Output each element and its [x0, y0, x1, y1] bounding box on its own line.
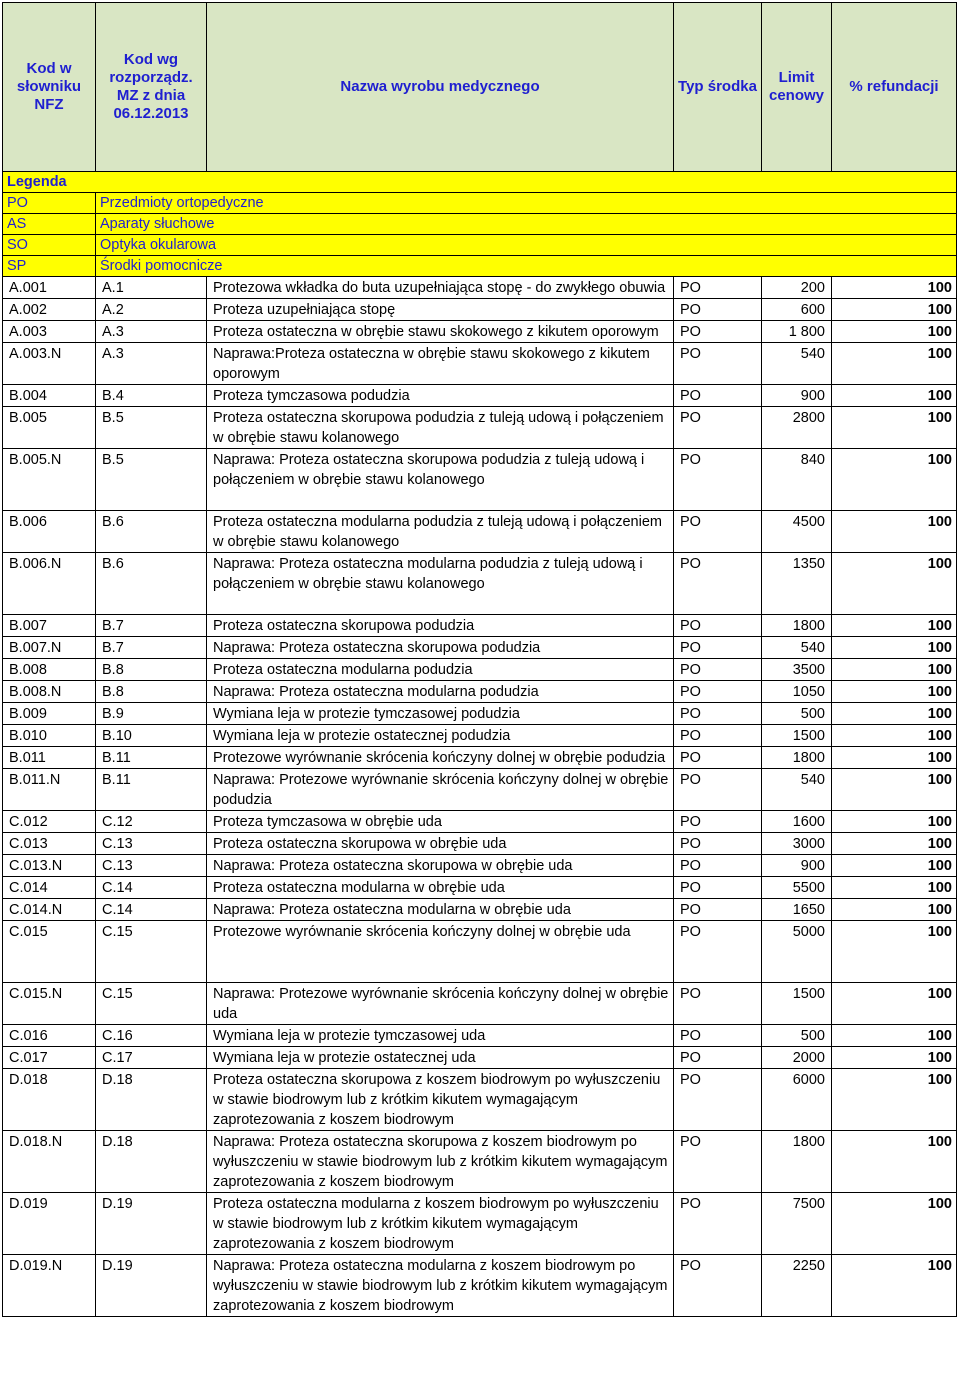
type-cell: PO	[674, 299, 762, 321]
refund-cell: 100	[832, 321, 957, 343]
refund-cell: 100	[832, 747, 957, 769]
limit-cell: 900	[762, 855, 832, 877]
type-cell: PO	[674, 343, 762, 385]
product-name-cell: Protezowe wyrównanie skrócenia kończyny dolnej w obrębie podudzia	[207, 747, 674, 769]
type-cell: PO	[674, 553, 762, 615]
refund-cell: 100	[832, 277, 957, 299]
limit-cell: 1050	[762, 681, 832, 703]
type-cell: PO	[674, 725, 762, 747]
type-cell: PO	[674, 811, 762, 833]
nfz-code-cell: C.014	[3, 877, 96, 899]
limit-cell: 200	[762, 277, 832, 299]
table-row	[3, 769, 957, 811]
mz-code-cell: C.15	[96, 921, 207, 983]
refund-cell: 100	[832, 553, 957, 615]
table-row	[3, 681, 957, 703]
product-name-cell: Naprawa:Proteza ostateczna w obrębie stawu skokowego z kikutem oporowym	[207, 343, 674, 385]
nfz-code-cell: D.018	[3, 1069, 96, 1131]
mz-code-cell: B.7	[96, 637, 207, 659]
nfz-code-cell: C.013.N	[3, 855, 96, 877]
table-row	[3, 1069, 957, 1131]
product-name-cell: Proteza ostateczna skorupowa z koszem biodrowym po wyłuszczeniu w stawie biodrowym lub z krótkim kikutem wymagającym zaprotezowania z koszem biodrowym	[207, 1069, 674, 1131]
product-name-cell: Naprawa: Proteza ostateczna modularna z koszem biodrowym po wyłuszczeniu w stawie biodrowym lub z krótkim kikutem wymagającym zaprotezowania z koszem biodrowym	[207, 1255, 674, 1317]
limit-cell: 540	[762, 343, 832, 385]
legend-title: Legenda	[3, 172, 957, 193]
type-cell: PO	[674, 511, 762, 553]
refund-cell: 100	[832, 1255, 957, 1317]
legend-label: Przedmioty ortopedyczne	[96, 193, 957, 214]
legend-code: SP	[3, 256, 96, 277]
legend-label: Środki pomocnicze	[96, 256, 957, 277]
product-name-cell: Naprawa: Proteza ostateczna skorupowa w obrębie uda	[207, 855, 674, 877]
type-cell: PO	[674, 899, 762, 921]
product-name-cell: Proteza ostateczna skorupowa podudzia	[207, 615, 674, 637]
product-name-cell: Naprawa: Proteza ostateczna modularna podudzia	[207, 681, 674, 703]
limit-cell: 900	[762, 385, 832, 407]
mz-code-cell: B.8	[96, 681, 207, 703]
nfz-code-cell: B.006.N	[3, 553, 96, 615]
nfz-code-cell: B.011	[3, 747, 96, 769]
table-row	[3, 921, 957, 983]
product-name-cell: Proteza ostateczna modularna z koszem biodrowym po wyłuszczeniu w stawie biodrowym lub z krótkim kikutem wymagającym zaprotezowania z koszem biodrowym	[207, 1193, 674, 1255]
mz-code-cell: B.6	[96, 511, 207, 553]
table-row	[3, 659, 957, 681]
nfz-code-cell: D.019	[3, 1193, 96, 1255]
type-cell: PO	[674, 833, 762, 855]
limit-cell: 840	[762, 449, 832, 511]
refund-cell: 100	[832, 921, 957, 983]
mz-code-cell: B.7	[96, 615, 207, 637]
product-name-cell: Proteza ostateczna skorupowa w obrębie uda	[207, 833, 674, 855]
table-row	[3, 1025, 957, 1047]
type-cell: PO	[674, 769, 762, 811]
nfz-code-cell: B.005.N	[3, 449, 96, 511]
refund-cell: 100	[832, 983, 957, 1025]
mz-code-cell: C.14	[96, 877, 207, 899]
legend	[3, 172, 957, 277]
nfz-code-cell: A.002	[3, 299, 96, 321]
type-cell: PO	[674, 747, 762, 769]
refund-cell: 100	[832, 1131, 957, 1193]
limit-cell: 1800	[762, 615, 832, 637]
nfz-code-cell: C.015.N	[3, 983, 96, 1025]
table-row	[3, 747, 957, 769]
limit-cell: 540	[762, 769, 832, 811]
mz-code-cell: B.5	[96, 449, 207, 511]
nfz-code-cell: C.017	[3, 1047, 96, 1069]
mz-code-cell: A.2	[96, 299, 207, 321]
product-name-cell: Proteza ostateczna w obrębie stawu skokowego z kikutem oporowym	[207, 321, 674, 343]
refund-cell: 100	[832, 703, 957, 725]
table-row	[3, 877, 957, 899]
refund-cell: 100	[832, 299, 957, 321]
type-cell: PO	[674, 855, 762, 877]
mz-code-cell: B.8	[96, 659, 207, 681]
mz-code-cell: B.11	[96, 747, 207, 769]
product-name-cell: Naprawa: Proteza ostateczna skorupowa z koszem biodrowym po wyłuszczeniu w stawie biodrowym lub z krótkim kikutem wymagającym zaprotezowania z koszem biodrowym	[207, 1131, 674, 1193]
limit-cell: 500	[762, 1025, 832, 1047]
table-row	[3, 1193, 957, 1255]
limit-cell: 6000	[762, 1069, 832, 1131]
mz-code-cell: C.16	[96, 1025, 207, 1047]
type-cell: PO	[674, 449, 762, 511]
type-cell: PO	[674, 321, 762, 343]
items-body	[3, 277, 957, 1317]
table-row	[3, 511, 957, 553]
refund-cell: 100	[832, 511, 957, 553]
product-name-cell: Proteza tymczasowa podudzia	[207, 385, 674, 407]
mz-code-cell: C.17	[96, 1047, 207, 1069]
nfz-code-cell: B.008.N	[3, 681, 96, 703]
refund-cell: 100	[832, 725, 957, 747]
nfz-code-cell: A.001	[3, 277, 96, 299]
table-row	[3, 725, 957, 747]
mz-code-cell: C.12	[96, 811, 207, 833]
limit-cell: 2250	[762, 1255, 832, 1317]
nfz-code-cell: A.003	[3, 321, 96, 343]
mz-code-cell: C.14	[96, 899, 207, 921]
limit-cell: 1500	[762, 725, 832, 747]
product-name-cell: Proteza ostateczna modularna podudzia	[207, 659, 674, 681]
type-cell: PO	[674, 1025, 762, 1047]
limit-cell: 500	[762, 703, 832, 725]
limit-cell: 2800	[762, 407, 832, 449]
nfz-code-cell: B.010	[3, 725, 96, 747]
header-product-name: Nazwa wyrobu medycznego	[207, 3, 674, 172]
mz-code-cell: B.9	[96, 703, 207, 725]
table-row	[3, 385, 957, 407]
header-mz-code: Kod wg rozporządz. MZ z dnia 06.12.2013	[96, 3, 207, 172]
legend-code: AS	[3, 214, 96, 235]
limit-cell: 1350	[762, 553, 832, 615]
mz-code-cell: A.3	[96, 343, 207, 385]
refund-cell: 100	[832, 877, 957, 899]
product-name-cell: Naprawa: Proteza ostateczna modularna w obrębie uda	[207, 899, 674, 921]
mz-code-cell: A.3	[96, 321, 207, 343]
product-name-cell: Naprawa: Proteza ostateczna modularna podudzia z tuleją udową i połączeniem w obrębie stawu kolanowego	[207, 553, 674, 615]
type-cell: PO	[674, 1069, 762, 1131]
mz-code-cell: C.15	[96, 983, 207, 1025]
nfz-code-cell: B.004	[3, 385, 96, 407]
mz-code-cell: D.19	[96, 1193, 207, 1255]
header-limit: Limit cenowy	[762, 3, 832, 172]
refund-cell: 100	[832, 385, 957, 407]
refund-cell: 100	[832, 343, 957, 385]
legend-label: Aparaty słuchowe	[96, 214, 957, 235]
nfz-code-cell: C.015	[3, 921, 96, 983]
limit-cell: 1600	[762, 811, 832, 833]
product-name-cell: Proteza ostateczna skorupowa podudzia z tuleją udową i połączeniem w obrębie stawu kolanowego	[207, 407, 674, 449]
table-row	[3, 449, 957, 511]
refund-cell: 100	[832, 1047, 957, 1069]
nfz-code-cell: A.003.N	[3, 343, 96, 385]
nfz-code-cell: B.008	[3, 659, 96, 681]
limit-cell: 600	[762, 299, 832, 321]
product-name-cell: Naprawa: Protezowe wyrównanie skrócenia kończyny dolnej w obrębie uda	[207, 983, 674, 1025]
product-name-cell: Proteza ostateczna modularna podudzia z tuleją udową i połączeniem w obrębie stawu kolanowego	[207, 511, 674, 553]
nfz-code-cell: B.006	[3, 511, 96, 553]
nfz-code-cell: B.005	[3, 407, 96, 449]
spreadsheet	[2, 2, 956, 1317]
product-name-cell: Wymiana leja w protezie tymczasowej podudzia	[207, 703, 674, 725]
nfz-code-cell: D.019.N	[3, 1255, 96, 1317]
refund-cell: 100	[832, 855, 957, 877]
type-cell: PO	[674, 407, 762, 449]
mz-code-cell: C.13	[96, 855, 207, 877]
table-row	[3, 321, 957, 343]
mz-code-cell: B.11	[96, 769, 207, 811]
limit-cell: 5000	[762, 921, 832, 983]
table-row	[3, 299, 957, 321]
limit-cell: 540	[762, 637, 832, 659]
legend-code: PO	[3, 193, 96, 214]
refund-cell: 100	[832, 1193, 957, 1255]
product-name-cell: Naprawa: Protezowe wyrównanie skrócenia kończyny dolnej w obrębie podudzia	[207, 769, 674, 811]
mz-code-cell: B.4	[96, 385, 207, 407]
table-row	[3, 703, 957, 725]
table-row	[3, 277, 957, 299]
type-cell: PO	[674, 681, 762, 703]
nfz-code-cell: C.013	[3, 833, 96, 855]
table-row	[3, 1131, 957, 1193]
product-name-cell: Proteza uzupełniająca stopę	[207, 299, 674, 321]
limit-cell: 5500	[762, 877, 832, 899]
limit-cell: 1 800	[762, 321, 832, 343]
refund-cell: 100	[832, 1069, 957, 1131]
mz-code-cell: D.19	[96, 1255, 207, 1317]
mz-code-cell: D.18	[96, 1131, 207, 1193]
table-row	[3, 553, 957, 615]
product-name-cell: Protezowa wkładka do buta uzupełniająca stopę - do zwykłego obuwia	[207, 277, 674, 299]
mz-code-cell: B.5	[96, 407, 207, 449]
product-name-cell: Wymiana leja w protezie ostatecznej podudzia	[207, 725, 674, 747]
mz-code-cell: B.10	[96, 725, 207, 747]
limit-cell: 3000	[762, 833, 832, 855]
table-header	[3, 3, 957, 172]
type-cell: PO	[674, 877, 762, 899]
refund-cell: 100	[832, 769, 957, 811]
mz-code-cell: D.18	[96, 1069, 207, 1131]
product-name-cell: Wymiana leja w protezie ostatecznej uda	[207, 1047, 674, 1069]
nfz-code-cell: B.007.N	[3, 637, 96, 659]
limit-cell: 1500	[762, 983, 832, 1025]
type-cell: PO	[674, 385, 762, 407]
product-name-cell: Proteza tymczasowa w obrębie uda	[207, 811, 674, 833]
product-name-cell: Wymiana leja w protezie tymczasowej uda	[207, 1025, 674, 1047]
type-cell: PO	[674, 637, 762, 659]
refund-table	[2, 2, 957, 1317]
header-refund: % refundacji	[832, 3, 957, 172]
mz-code-cell: A.1	[96, 277, 207, 299]
header-nfz-code: Kod w słowniku NFZ	[3, 3, 96, 172]
product-name-cell: Proteza ostateczna modularna w obrębie uda	[207, 877, 674, 899]
type-cell: PO	[674, 277, 762, 299]
table-row	[3, 855, 957, 877]
refund-cell: 100	[832, 899, 957, 921]
nfz-code-cell: C.016	[3, 1025, 96, 1047]
nfz-code-cell: C.014.N	[3, 899, 96, 921]
nfz-code-cell: C.012	[3, 811, 96, 833]
product-name-cell: Protezowe wyrównanie skrócenia kończyny dolnej w obrębie uda	[207, 921, 674, 983]
legend-code: SO	[3, 235, 96, 256]
limit-cell: 1650	[762, 899, 832, 921]
type-cell: PO	[674, 921, 762, 983]
limit-cell: 3500	[762, 659, 832, 681]
refund-cell: 100	[832, 407, 957, 449]
limit-cell: 7500	[762, 1193, 832, 1255]
product-name-cell: Naprawa: Proteza ostateczna skorupowa podudzia	[207, 637, 674, 659]
limit-cell: 1800	[762, 747, 832, 769]
nfz-code-cell: B.011.N	[3, 769, 96, 811]
nfz-code-cell: B.007	[3, 615, 96, 637]
mz-code-cell: C.13	[96, 833, 207, 855]
type-cell: PO	[674, 1193, 762, 1255]
table-row	[3, 899, 957, 921]
table-row	[3, 637, 957, 659]
refund-cell: 100	[832, 659, 957, 681]
table-row	[3, 833, 957, 855]
table-row	[3, 615, 957, 637]
table-row	[3, 407, 957, 449]
mz-code-cell: B.6	[96, 553, 207, 615]
limit-cell: 4500	[762, 511, 832, 553]
table-row	[3, 1255, 957, 1317]
product-name-cell: Naprawa: Proteza ostateczna skorupowa podudzia z tuleją udową i połączeniem w obrębie stawu kolanowego	[207, 449, 674, 511]
type-cell: PO	[674, 1131, 762, 1193]
type-cell: PO	[674, 703, 762, 725]
refund-cell: 100	[832, 1025, 957, 1047]
nfz-code-cell: D.018.N	[3, 1131, 96, 1193]
table-row	[3, 343, 957, 385]
refund-cell: 100	[832, 615, 957, 637]
refund-cell: 100	[832, 637, 957, 659]
type-cell: PO	[674, 1255, 762, 1317]
header-type: Typ środka	[674, 3, 762, 172]
legend-label: Optyka okularowa	[96, 235, 957, 256]
nfz-code-cell: B.009	[3, 703, 96, 725]
table-row	[3, 1047, 957, 1069]
type-cell: PO	[674, 983, 762, 1025]
refund-cell: 100	[832, 449, 957, 511]
type-cell: PO	[674, 1047, 762, 1069]
type-cell: PO	[674, 615, 762, 637]
table-row	[3, 811, 957, 833]
refund-cell: 100	[832, 833, 957, 855]
refund-cell: 100	[832, 681, 957, 703]
limit-cell: 1800	[762, 1131, 832, 1193]
limit-cell: 2000	[762, 1047, 832, 1069]
table-row	[3, 983, 957, 1025]
refund-cell: 100	[832, 811, 957, 833]
type-cell: PO	[674, 659, 762, 681]
